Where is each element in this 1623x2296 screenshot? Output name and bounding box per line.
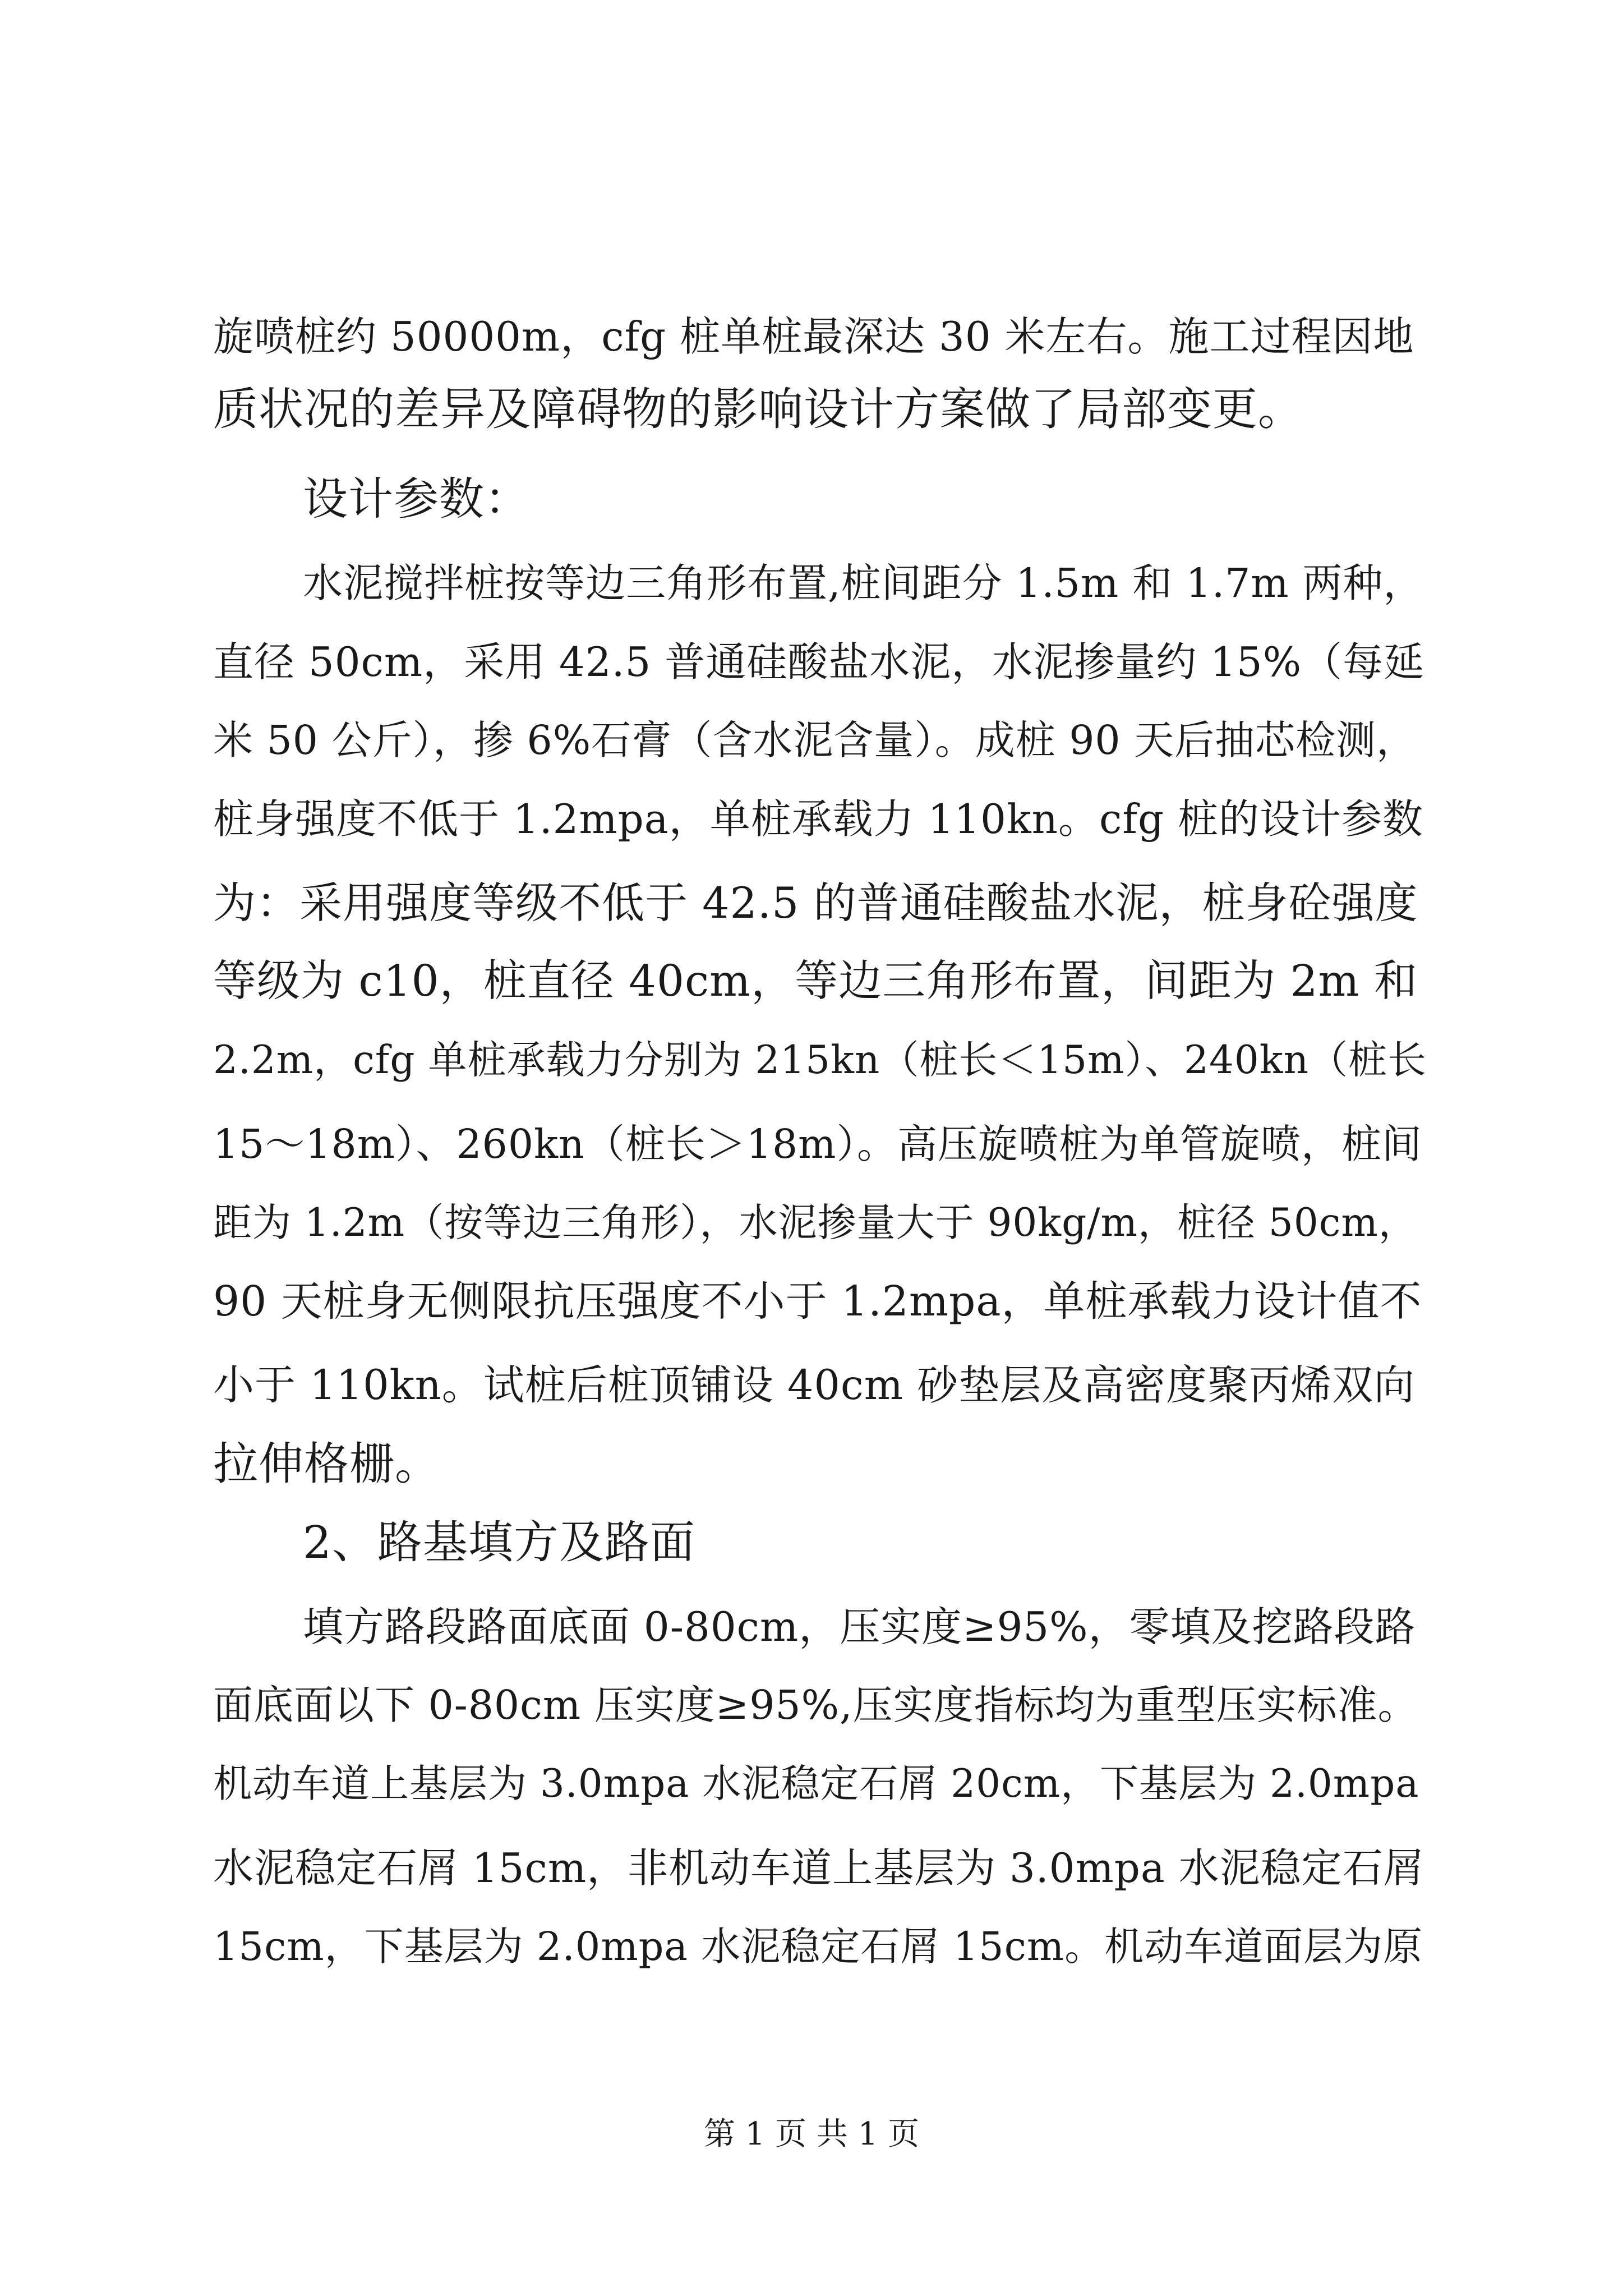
body-text-line: 直径 50cm，采用 42.5 普通硅酸盐水泥，水泥掺量约 15%（每延 (213, 638, 1425, 685)
body-text-line: 为：采用强度等级不低于 42.5 的普通硅酸盐水泥，桩身砼强度 (213, 878, 1418, 928)
body-text-line: 水泥稳定石屑 15cm，非机动车道上基层为 3.0mpa 水泥稳定石屑 (213, 1844, 1424, 1892)
body-text-line: 90 天桩身无侧限抗压强度不小于 1.2mpa，单桩承载力设计值不 (213, 1277, 1422, 1326)
body-text-line: 机动车道上基层为 3.0mpa 水泥稳定石屑 20cm，下基层为 2.0mpa (213, 1761, 1419, 1806)
body-text-line: 面底面以下 0-80cm 压实度≥95%,压实度指标均为重型压实标准。 (213, 1682, 1418, 1728)
body-text-line: 填方路段路面底面 0-80cm，压实度≥95%，零填及挖路段路 (303, 1603, 1416, 1650)
body-text-line: 15～18m）、260kn（桩长＞18m）。高压旋喷桩为单管旋喷，桩间 (213, 1121, 1422, 1167)
body-text-line: 质状况的差异及障碍物的影响设计方案做了局部变更。 (213, 383, 1303, 435)
body-text-line: 米 50 公斤），掺 6%石膏（含水泥含量）。成桩 90 天后抽芯检测， (213, 717, 1417, 763)
body-text-line: 小于 110kn。试桩后桩顶铺设 40cm 砂垫层及高密度聚丙烯双向 (213, 1361, 1415, 1409)
body-text-line: 2.2m，cfg 单桩承载力分别为 215kn（桩长＜15m）、240kn（桩长 (213, 1038, 1427, 1083)
body-text-line: 旋喷桩约 50000m，cfg 桩单桩最深达 30 米左右。施工过程因地 (213, 313, 1414, 360)
body-text-line: 水泥搅拌桩按等边三角形布置,桩间距分 1.5m 和 1.7m 两种， (303, 560, 1424, 606)
body-text-line: 拉伸格栅。 (213, 1438, 440, 1490)
section-label: 设计参数： (303, 473, 530, 525)
body-text-line: 等级为 c10，桩直径 40cm，等边三角形布置，间距为 2m 和 (213, 956, 1418, 1006)
body-text-line: 15cm，下基层为 2.0mpa 水泥稳定石屑 15cm。机动车道面层为原 (213, 1924, 1423, 1970)
body-text-line: 桩身强度不低于 1.2mpa，单桩承载力 110kn。cfg 桩的设计参数 (213, 795, 1423, 843)
page-footer: 第 1 页 共 1 页 (703, 2116, 920, 2152)
body-text-line: 距为 1.2m（按等边三角形），水泥掺量大于 90kg/m，桩径 50cm， (213, 1200, 1418, 1245)
section-heading: 2、路基填方及路面 (303, 1516, 695, 1568)
